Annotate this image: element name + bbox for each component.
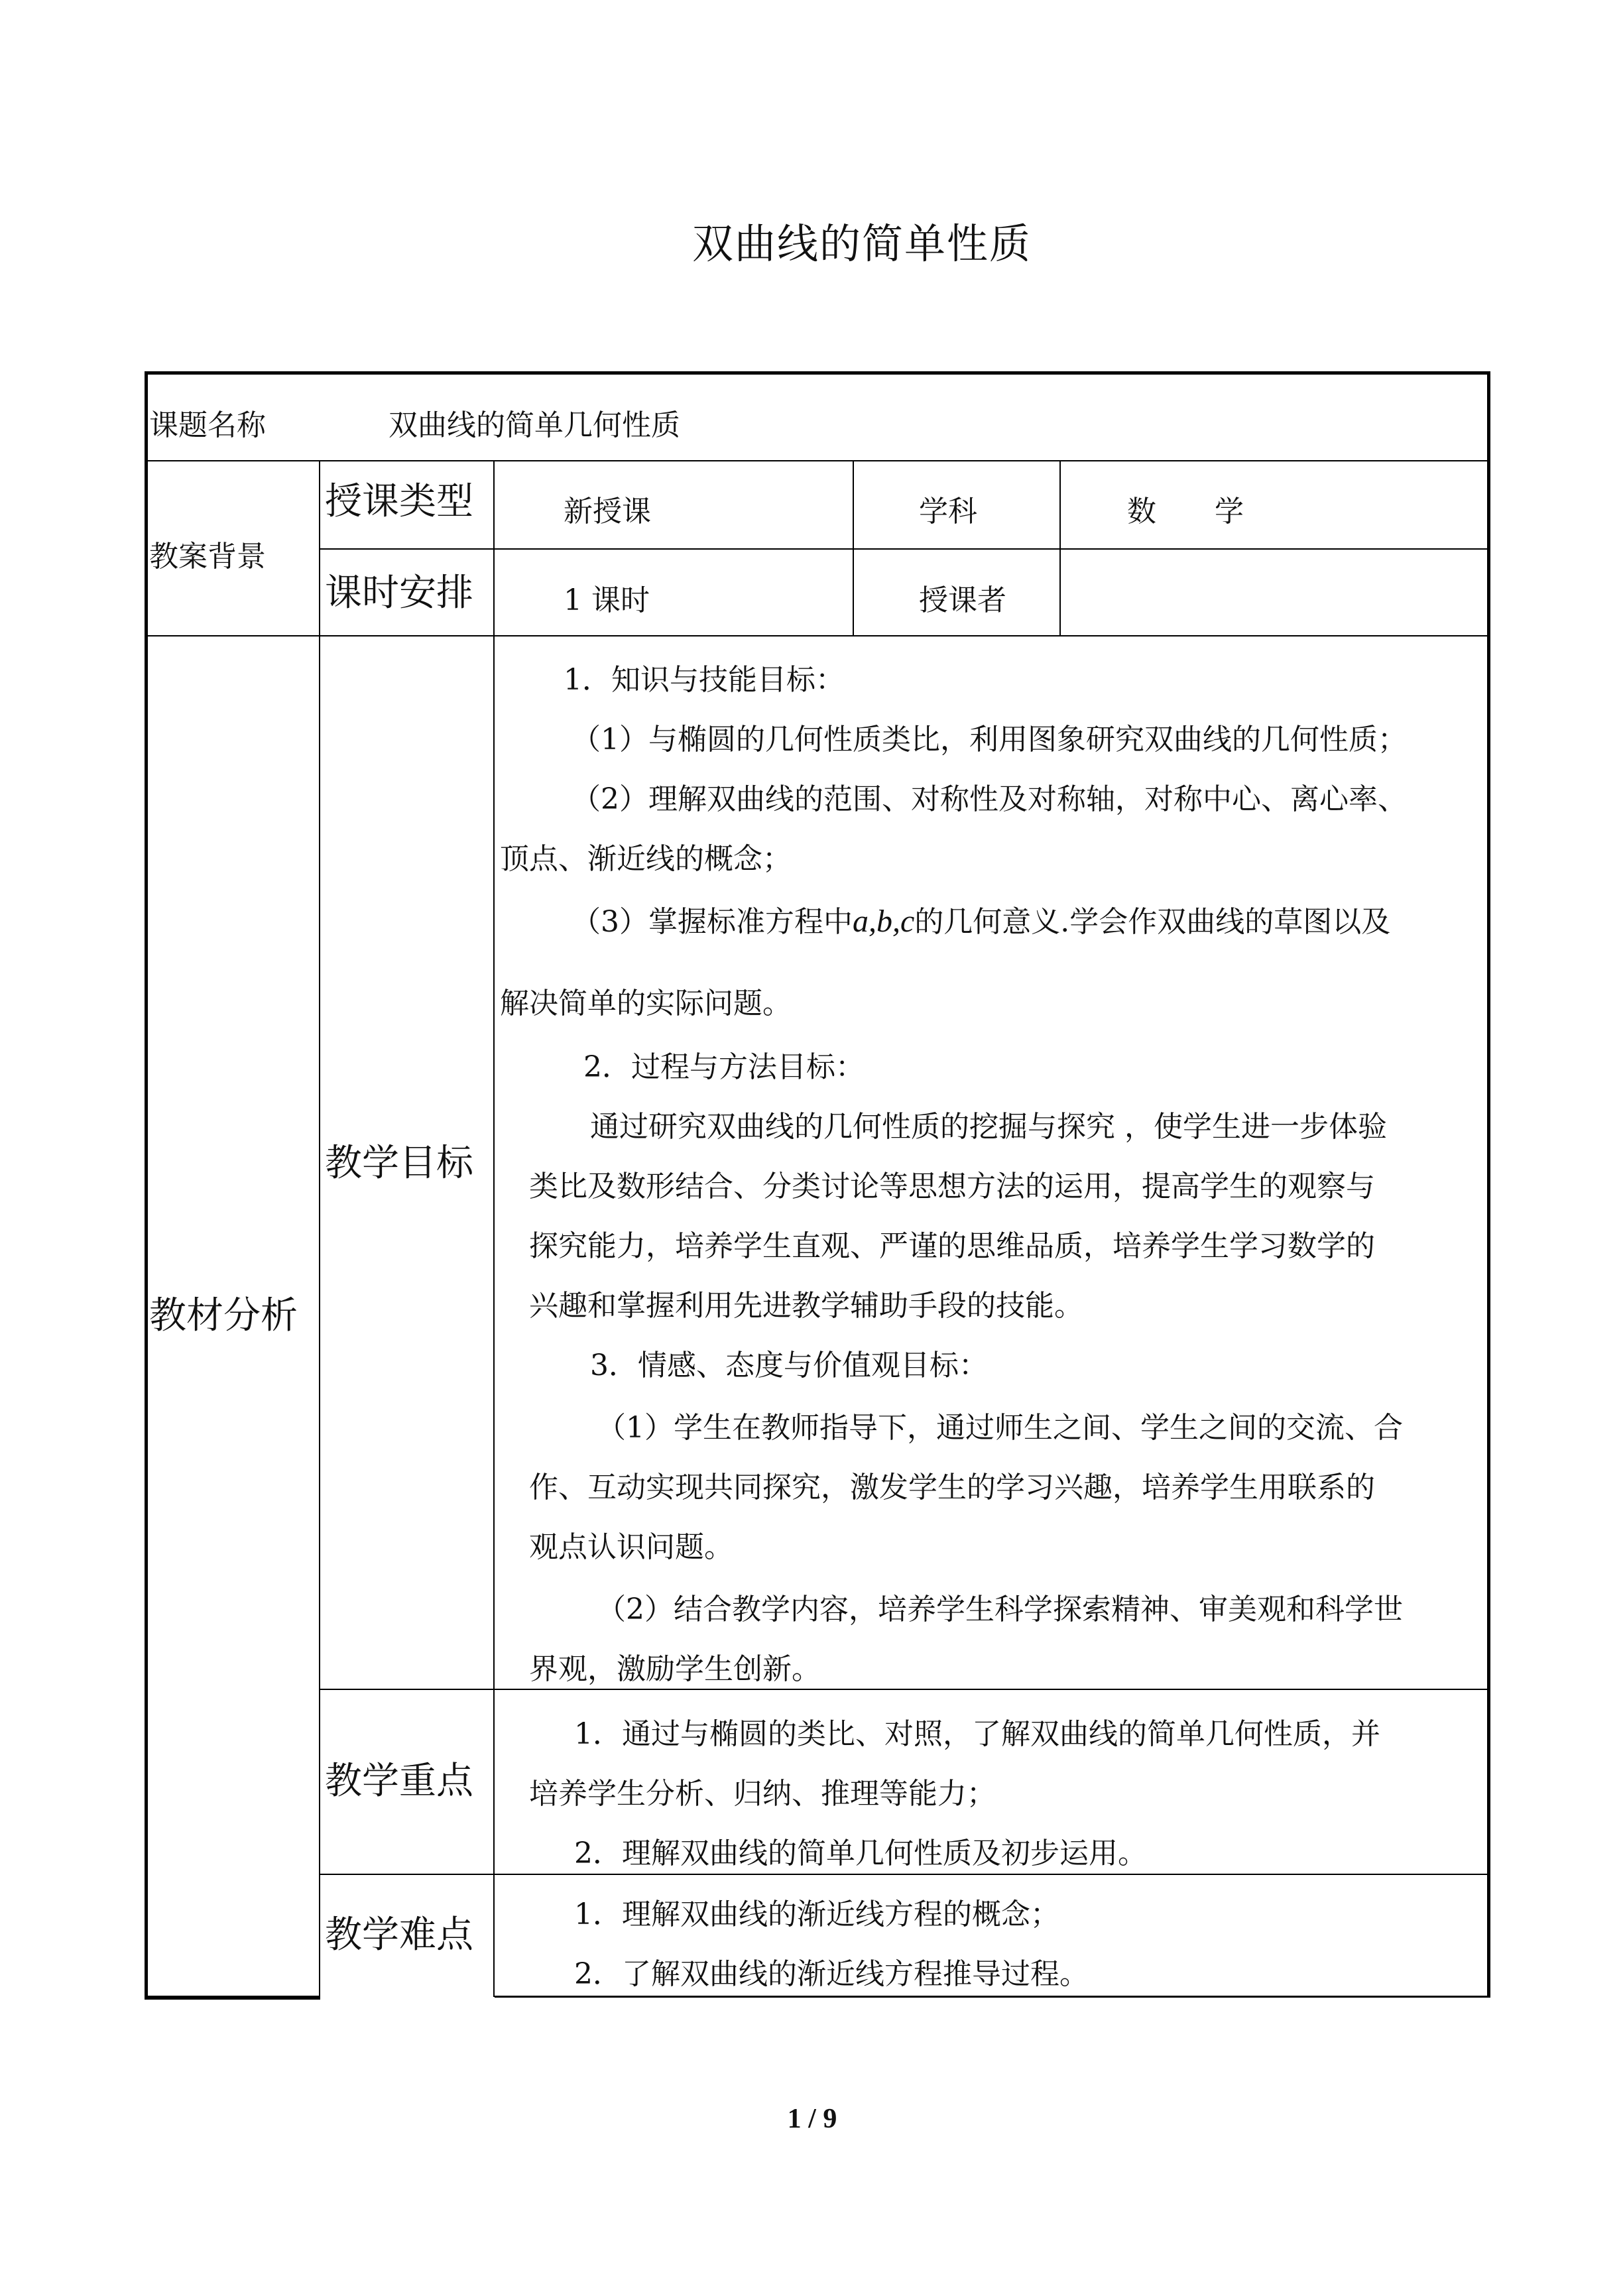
table-border-right <box>1487 371 1490 1998</box>
objective-text: 作、互动实现共同探究，激发学生的学习兴趣，培养学生用联系的 <box>529 1471 1375 1504</box>
objective-text: 观点认识问题。 <box>529 1530 733 1564</box>
table-border-bottom <box>145 1996 320 2000</box>
subject-value: 数 学 <box>1127 495 1244 528</box>
objective-text: 探究能力，培养学生直观、严谨的思维品质，培养学生学习数学的 <box>529 1229 1375 1263</box>
key-point: 2．理解双曲线的简单几何性质及初步运用。 <box>574 1837 1147 1870</box>
objective-text: 通过研究双曲线的几何性质的挖掘与探究 ，使学生进一步体验 <box>590 1110 1387 1144</box>
table-rule <box>145 635 1490 636</box>
table-border-left <box>145 371 148 2000</box>
objective-text-part: 的几何意义.学会作双曲线的草图以及 <box>914 905 1391 939</box>
table-rule <box>320 548 1490 550</box>
objective-text: 解决简单的实际问题。 <box>500 987 792 1020</box>
hours-label: 课时安排 <box>325 572 473 615</box>
objective-heading-2: 2．过程与方法目标： <box>583 1050 865 1084</box>
key-point: 培养学生分析、归纳、推理等能力； <box>529 1777 996 1811</box>
table-rule <box>493 460 495 1997</box>
table-rule <box>320 1689 1490 1690</box>
document-title: 双曲线的简单性质 <box>691 219 1032 268</box>
table-border-top <box>145 371 1490 375</box>
objective-text-part: （3）掌握标准方程中 <box>571 905 853 939</box>
objective-text: （1）与椭圆的几何性质类比，利用图象研究双曲线的几何性质； <box>571 723 1407 756</box>
type-label: 授课类型 <box>325 480 473 523</box>
subject-label: 学科 <box>919 495 977 528</box>
objective-text: 兴趣和掌握利用先进教学辅助手段的技能。 <box>529 1289 1083 1323</box>
hours-value: 1 课时 <box>564 583 650 617</box>
background-label: 教案背景 <box>149 540 266 574</box>
objective-text: 界观，激励学生创新。 <box>529 1652 821 1686</box>
math-abc: a,b,c <box>853 904 915 939</box>
table-rule <box>853 460 854 636</box>
table-rule <box>495 1996 1490 1998</box>
topic-value: 双曲线的简单几何性质 <box>389 408 680 442</box>
objective-text: 顶点、渐近线的概念； <box>500 842 792 876</box>
analysis-label: 教材分析 <box>149 1294 298 1337</box>
objective-text: （1）学生在教师指导下，通过师生之间、学生之间的交流、合 <box>597 1411 1403 1445</box>
objective-text: （2）结合教学内容，培养学生科学探索精神、审美观和科学世 <box>597 1593 1403 1626</box>
table-rule <box>145 460 1490 461</box>
table-rule <box>320 1874 1490 1875</box>
difficulty-point: 1．理解双曲线的渐近线方程的概念； <box>574 1898 1059 1931</box>
objective-text: （2）理解双曲线的范围、对称性及对称轴，对称中心、离心率、 <box>571 782 1407 816</box>
objectives-label: 教学目标 <box>325 1142 473 1185</box>
objective-text <box>571 902 1390 942</box>
type-value: 新授课 <box>564 495 651 528</box>
difficulty-label: 教学难点 <box>325 1913 473 1957</box>
difficulty-point: 2．了解双曲线的渐近线方程推导过程。 <box>574 1957 1089 1991</box>
objective-heading-1: 1．知识与技能目标： <box>564 663 845 697</box>
key-point: 1．通过与椭圆的类比、对照，了解双曲线的简单几何性质，并 <box>574 1717 1380 1751</box>
table-rule <box>1059 460 1061 636</box>
objective-text: 类比及数形结合、分类讨论等思想方法的运用，提高学生的观察与 <box>529 1170 1375 1203</box>
objective-heading-3: 3．情感、态度与价值观目标： <box>590 1349 988 1382</box>
topic-label: 课题名称 <box>149 408 266 442</box>
teacher-label: 授课者 <box>919 583 1006 617</box>
page-number: 1 / 9 <box>787 2104 837 2134</box>
key-label: 教学重点 <box>325 1760 473 1803</box>
table-rule <box>319 460 320 2000</box>
